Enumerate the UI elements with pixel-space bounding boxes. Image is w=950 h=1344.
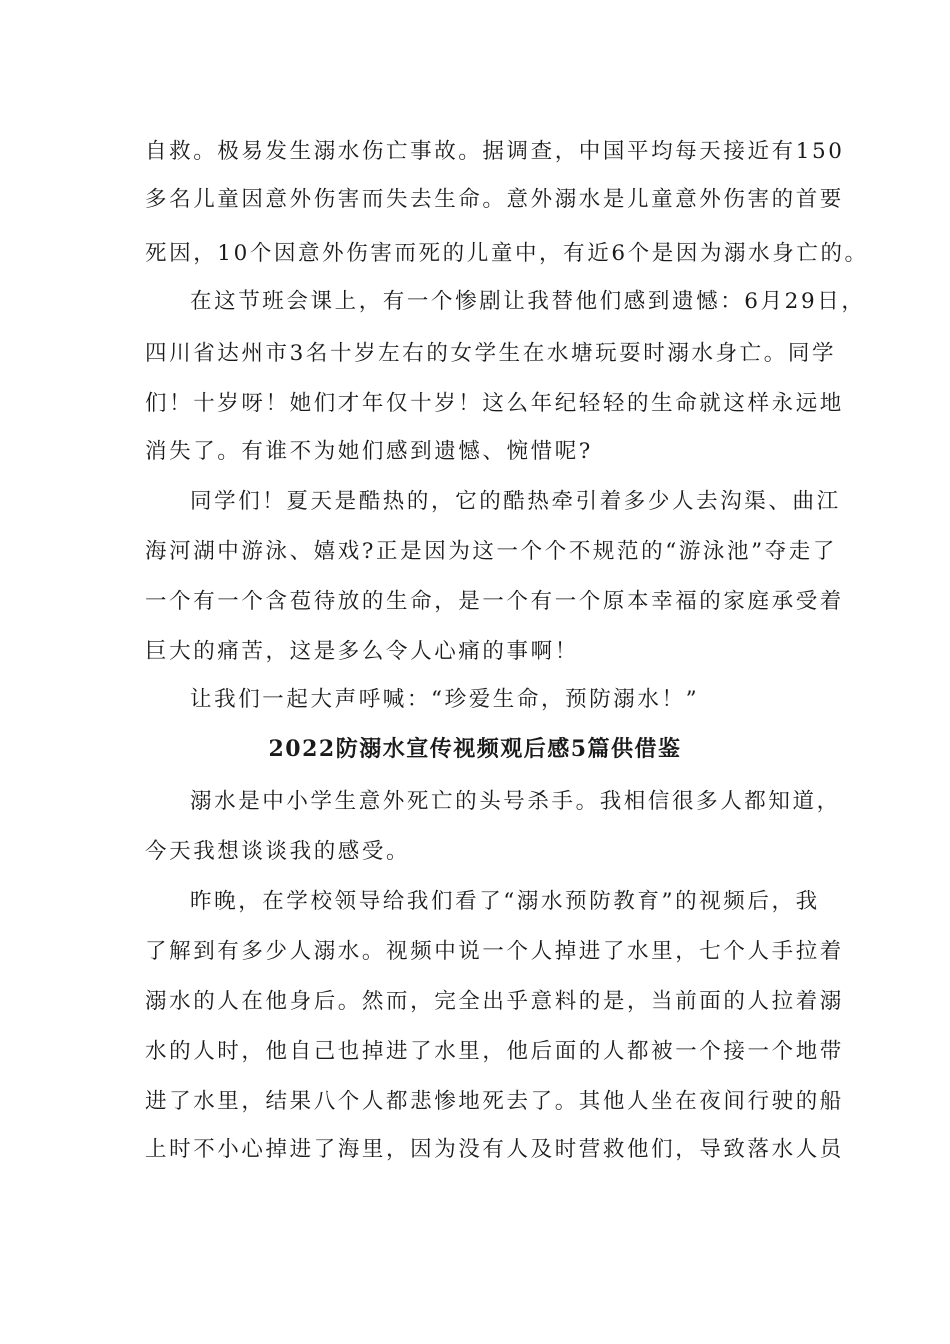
text-line: 让我们一起大声呼喊：“珍爱生命，预防溺水！” <box>190 687 700 712</box>
section-heading: 2022防溺水宣传视频观后感5篇供借鉴 <box>268 736 682 762</box>
text-line: 多名儿童因意外伤害而失去生命。意外溺水是儿童意外伤害的首要 <box>145 187 844 212</box>
text-line: 一个有一个含苞待放的生命，是一个有一个原本幸福的家庭承受着 <box>145 589 844 614</box>
text-line: 上时不小心掉进了海里，因为没有人及时营救他们，导致落水人员 <box>145 1137 844 1162</box>
text-line: 自救。极易发生溺水伤亡事故。据调查，中国平均每天接近有150 <box>145 139 845 164</box>
text-line: 们！十岁呀！她们才年仅十岁！这么年纪轻轻的生命就这样永远地 <box>145 391 844 416</box>
text-line: 在这节班会课上，有一个惨剧让我替他们感到遗憾：6月29日， <box>190 289 866 314</box>
text-line: 巨大的痛苦，这是多么令人心痛的事啊！ <box>145 639 579 664</box>
text-line: 消失了。有谁不为她们感到遗憾、惋惜呢? <box>145 439 593 464</box>
text-line: 海河湖中游泳、嬉戏?正是因为这一个个不规范的“游泳池”夺走了 <box>145 539 838 564</box>
text-line: 溺水是中小学生意外死亡的头号杀手。我相信很多人都知道， <box>190 789 841 814</box>
text-line: 死因，10个因意外伤害而死的儿童中，有近6个是因为溺水身亡的。 <box>145 241 869 266</box>
text-line: 今天我想谈谈我的感受。 <box>145 839 411 864</box>
text-line: 了解到有多少人溺水。视频中说一个人掉进了水里，七个人手拉着 <box>145 939 844 964</box>
text-line: 溺水的人在他身后。然而，完全出乎意料的是，当前面的人拉着溺 <box>145 989 844 1014</box>
text-line: 水的人时，他自己也掉进了水里，他后面的人都被一个接一个地带 <box>145 1039 844 1064</box>
text-line: 同学们！夏天是酷热的，它的酷热牵引着多少人去沟渠、曲江 <box>190 489 841 514</box>
text-line: 进了水里，结果八个人都悲惨地死去了。其他人坐在夜间行驶的船 <box>145 1089 844 1114</box>
text-line: 四川省达州市3名十岁左右的女学生在水塘玩耍时溺水身亡。同学 <box>145 341 837 366</box>
text-line: 昨晚，在学校领导给我们看了“溺水预防教育”的视频后，我 <box>190 889 820 914</box>
